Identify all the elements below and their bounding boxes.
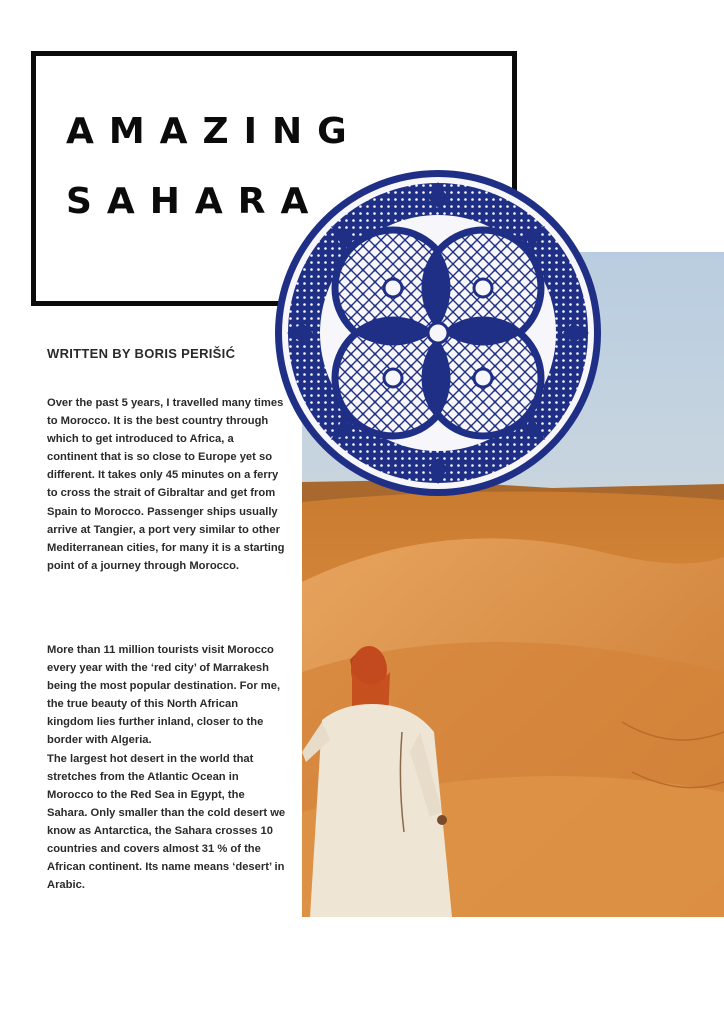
title-line-1: AMAZING xyxy=(66,111,362,152)
article-body-2 xyxy=(47,641,287,894)
article-body-1 xyxy=(47,394,287,575)
paragraph-3: The largest hot desert in the world that stretches from the Atlantic Ocean in Morocco to the Red Sea in Egypt, the Sahara. Only smaller than the cold desert we know as Antarctica, the Sahara crosses 10 countries and covers almost 31 % of the African continent. Its name means ‘desert’ in Arabic. xyxy=(47,752,286,892)
paragraph-1: Over the past 5 years, I travelled many times to Morocco. It is the best country through which to get introduced to Africa, a continent that is so close to Europe yet so different. It takes only 45 minutes on a ferry to cross the strait of Gibraltar and get from Spain to Morocco. Passenger ships usually arrive at Tangier, a port very similar to other Mediterranean cities, for many it is a starting point of a journey through Morocco. xyxy=(47,397,285,572)
moroccan-plate xyxy=(273,168,603,498)
title-line-2: SAHARA xyxy=(66,181,324,222)
paragraph-2: More than 11 million tourists visit Morocco every year with the ‘red city’ of Marrakesh being the most popular destination. For me, the true beauty of this North African kingdom lies further inland, closer to the border with Algeria. xyxy=(47,644,281,747)
author-byline: WRITTEN BY BORIS PERIŠIĆ xyxy=(47,346,236,361)
